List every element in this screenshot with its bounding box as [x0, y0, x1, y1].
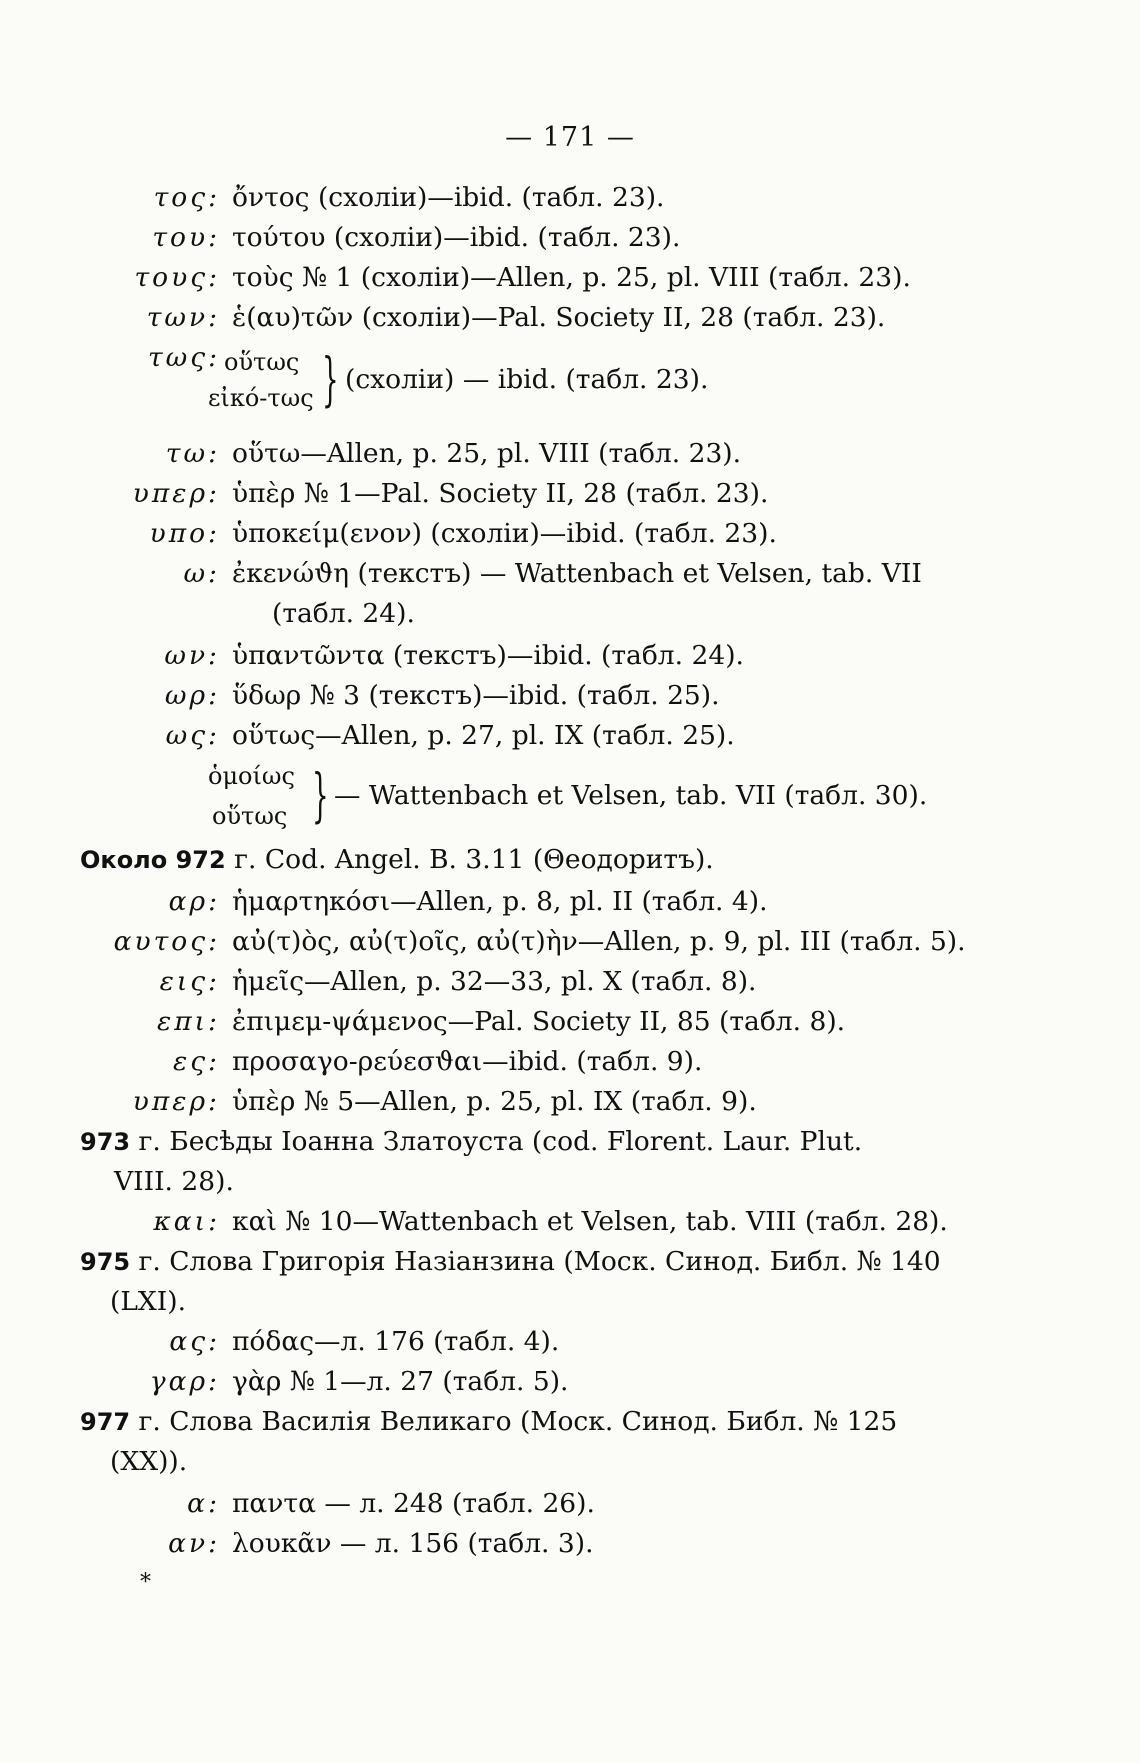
brace-symbol: } — [322, 345, 339, 413]
entry-text: ἐπιμεμ-ψάμενος—Pal. Society II, 85 (табл. 8). — [232, 1006, 846, 1037]
entry-text: προσαγο-ρεύεσϑαι—ibid. (табл. 9). — [232, 1046, 703, 1077]
entry-text: ὄντος (схолiи)—ibid. (табл. 23). — [232, 182, 665, 213]
entry-key: τος: — [153, 182, 220, 213]
entry-key: αν: — [168, 1528, 220, 1559]
page-number: — 171 — — [505, 122, 635, 153]
entry-text: ἑ(αυ)τῶν (схолiи)—Pal. Society II, 28 (табл. 23). — [232, 302, 886, 333]
brace-word: εἰκό-τως — [208, 384, 314, 412]
brace-symbol: } — [312, 761, 329, 829]
entry-text: πόδας—л. 176 (табл. 4). — [232, 1326, 560, 1357]
entry-key: α: — [187, 1488, 220, 1519]
heading-date: Около 972 — [80, 846, 226, 874]
entry-key: εις: — [159, 966, 220, 997]
section-heading — [80, 1242, 941, 1282]
entry-text: ὑποκείμ(ενον) (схолiи)—ibid. (табл. 23). — [232, 518, 777, 549]
entry-text: παντα — л. 248 (табл. 26). — [232, 1488, 595, 1519]
brace-word: οὕτως — [212, 802, 288, 830]
entry-key: γαρ: — [149, 1366, 220, 1397]
entry-text: — Wattenbach et Velsen, tab. VII (табл. 30). — [334, 780, 928, 811]
entry-text: ἡμεῖς—Allen, p. 32—33, pl. X (табл. 8). — [232, 966, 757, 997]
entry-text: οὕτως—Allen, p. 27, pl. IX (табл. 25). — [232, 720, 735, 751]
entry-line-brace — [0, 338, 1140, 418]
entry-text: οὕτω—Allen, p. 25, pl. VIII (табл. 23). — [232, 438, 742, 469]
entry-text: αὐ(τ)ὸς, αὐ(τ)οῖς, αὐ(τ)ὴν—Allen, p. 9, pl. III (табл. 5). — [232, 926, 966, 957]
entry-text: γὰρ № 1—л. 27 (табл. 5). — [232, 1366, 569, 1397]
entry-key: και: — [153, 1206, 220, 1237]
entry-key: υπερ: — [132, 1086, 220, 1117]
entry-key: τως: — [147, 342, 220, 373]
entry-key: των: — [146, 302, 220, 333]
footnote-mark: * — [140, 1570, 151, 1595]
entry-line-brace — [0, 756, 1140, 836]
entry-key: ων: — [164, 640, 220, 671]
entry-text: ὕδωρ № 3 (текстъ)—ibid. (табл. 25). — [232, 680, 720, 711]
section-heading — [80, 1122, 862, 1162]
heading-text: г. Слова Василiя Великаго (Моск. Синод. Библ. № 125 — [138, 1406, 898, 1437]
heading-date: 977 — [80, 1408, 131, 1436]
entry-key: ω: — [183, 558, 220, 589]
entry-key: ωρ: — [164, 680, 220, 711]
entry-text: ἐκενώϑη (текстъ) — Wattenbach et Velsen, tab. VII — [232, 558, 922, 589]
entry-key: ες: — [173, 1046, 220, 1077]
entry-key: ας: — [169, 1326, 220, 1357]
heading-date: 975 — [80, 1248, 131, 1276]
heading-text: г. Бесѣды Iоанна Златоуста (cod. Florent. Laur. Plut. — [138, 1126, 863, 1157]
brace-word: οὕτως — [224, 348, 300, 376]
entry-key: αρ: — [168, 886, 220, 917]
section-heading — [80, 840, 714, 880]
entry-text: ὑπαντῶντα (текстъ)—ibid. (табл. 24). — [232, 640, 744, 671]
entry-key: επι: — [157, 1006, 220, 1037]
heading-date: 973 — [80, 1128, 131, 1156]
entry-text: τοὺς № 1 (схолiи)—Allen, p. 25, pl. VIII (табл. 23). — [232, 262, 911, 293]
entry-key: αυτος: — [113, 926, 220, 957]
heading-continuation: VIII. 28). — [114, 1166, 234, 1197]
entry-key: τω: — [165, 438, 220, 469]
entry-key: υπερ: — [132, 478, 220, 509]
brace-word: ὁμοίως — [208, 762, 295, 790]
entry-key: υπο: — [149, 518, 220, 549]
entry-text: (табл. 24). — [272, 598, 415, 629]
entry-key: του: — [152, 222, 220, 253]
entry-text: ὑπὲρ № 1—Pal. Society II, 28 (табл. 23). — [232, 478, 769, 509]
entry-text: τούτου (схолiи)—ibid. (табл. 23). — [232, 222, 681, 253]
entry-text: ὑπὲρ № 5—Allen, p. 25, pl. IX (табл. 9). — [232, 1086, 757, 1117]
entry-text: (схолiи) — ibid. (табл. 23). — [345, 364, 709, 395]
heading-continuation: (XX)). — [110, 1446, 188, 1477]
entry-text: ἡμαρτηκόσι—Allen, p. 8, pl. II (табл. 4). — [232, 886, 768, 917]
entry-text: λουκᾶν — л. 156 (табл. 3). — [232, 1528, 594, 1559]
entry-key: τους: — [134, 262, 220, 293]
entry-text: καὶ № 10—Wattenbach et Velsen, tab. VIII (табл. 28). — [232, 1206, 948, 1237]
section-heading — [80, 1402, 897, 1442]
heading-continuation: (LXI). — [110, 1286, 187, 1317]
heading-text: г. Cod. Angel. B. 3.11 (Θеодоритъ). — [234, 844, 714, 875]
entry-key: ως: — [165, 720, 220, 751]
heading-text: г. Слова Григорiя Назiанзина (Моск. Синод. Библ. № 140 — [138, 1246, 941, 1277]
